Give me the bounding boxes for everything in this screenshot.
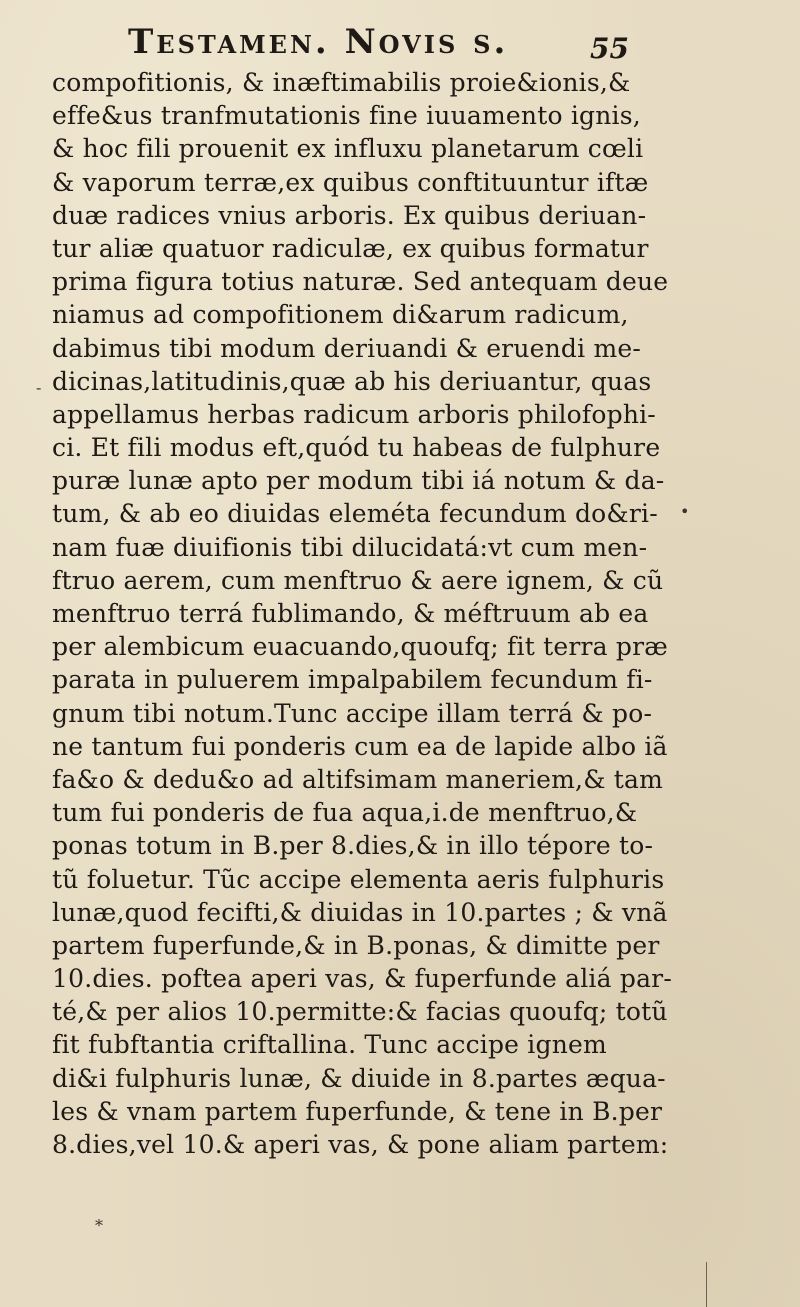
running-head: Testamen. Novis s. [128,22,509,62]
text-line: per alembicum euacuando,quoufq; fit terra præ [52,632,668,662]
text-line: fa&o & dedu&o ad altifsimam maneriem,& tam [52,764,664,794]
text-line: tum, & ab eo diuidas eleméta fecundum do&ri- [52,499,658,529]
text-line: dicinas,latitudinis,quæ ab his deriuantur, quas [52,366,652,396]
text-line: menftruo terrá fublimando, & méftruum ab ea [52,599,649,628]
text-line: tũ foluetur. Tũc accipe elementa aeris fulphuris [52,864,665,894]
margin-mark-right: • [680,502,690,521]
text-line: puræ lunæ apto per modum tibi iá notum & da- [52,466,665,496]
text-line: té,& per alios 10.permitte:& facias quoufq; totũ [52,997,668,1027]
text-line: dabimus tibi modum deriuandi & eruendi me- [52,333,642,363]
text-line: effe&us tranfmutationis fine iuuamento ignis, [52,101,641,131]
text-line: & hoc fili prouenit ex influxu planetarum cœli [52,134,644,164]
text-line: fit fubftantia criftallina. Tunc accipe ignem [52,1030,607,1060]
text-line: appellamus herbas radicum arboris philofophi- [52,399,656,429]
text-line: ne tantum fui ponderis cum ea de lapide albo iã [52,731,668,761]
body-text [52,66,702,1161]
text-line: duæ radices vnius arboris. Ex quibus deriuan- [52,200,647,230]
text-line: 8.dies,vel 10.& aperi vas, & pone aliam partem: [52,1130,669,1159]
page-number: 55 [590,32,629,65]
text-line: partem fuperfunde,& in B.ponas, & dimitte per [52,930,660,960]
text-line: compofitionis, & inæftimabilis proie&ionis,& [52,68,631,97]
text-line: nam fuæ diuifionis tibi dilucidatá:vt cum men- [52,532,648,562]
text-line: tum fui ponderis de fua aqua,i.de menftruo,& [52,798,638,828]
text-line: tur aliæ quatuor radiculæ, ex quibus formatur [52,233,649,263]
text-line: 10.dies. poftea aperi vas, & fuperfunde aliá par- [52,964,672,994]
text-line: gnum tibi notum.Tunc accipe illam terrá & po- [52,698,653,728]
bottom-mark: * [95,1216,103,1235]
text-line: prima figura totius naturæ. Sed antequam deue [52,267,669,297]
text-line: ponas totum in B.per 8.dies,& in illo tépore to- [52,831,654,861]
text-line: les & vnam partem fuperfunde, & tene in B.per [52,1096,663,1126]
text-line: niamus ad compofitionem di&arum radicum, [52,300,629,330]
margin-mark-left: - [36,378,42,397]
text-line: ci. Et fili modus eft,quód tu habeas de fulphure [52,433,661,463]
text-line: lunæ,quod fecifti,& diuidas in 10.partes ; & vnã [52,897,668,927]
text-line: di&i fulphuris lunæ, & diuide in 8.partes æqua- [52,1063,666,1093]
page-edge-line [706,1262,707,1307]
text-line: & vaporum terræ,ex quibus conftituuntur iftæ [52,167,649,197]
text-line: ftruo aerem, cum menftruo & aere ignem, & cũ [52,565,664,595]
text-line: parata in puluerem impalpabilem fecundum fi- [52,665,653,695]
